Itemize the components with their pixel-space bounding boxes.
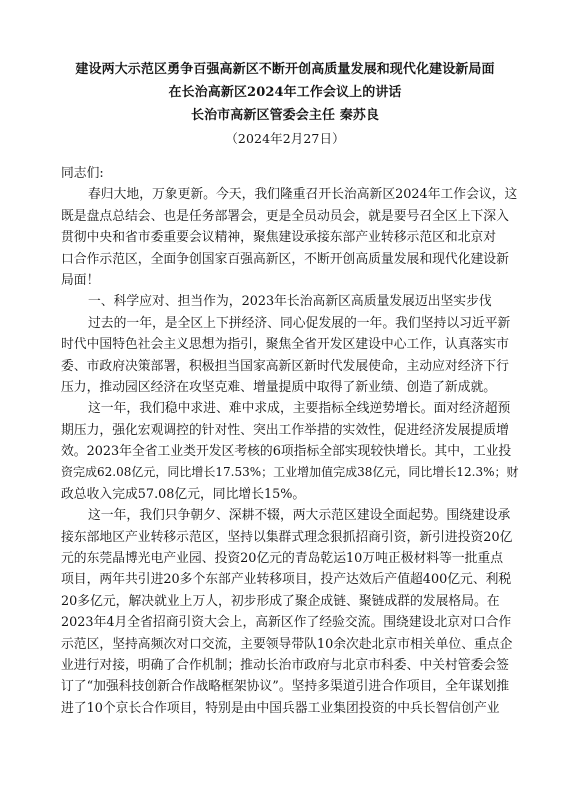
body-line: 春归大地，万象更新。今天，我们隆重召开长治高新区2024年工作会议，这 <box>88 187 518 203</box>
body-line: 局面！ <box>61 272 100 288</box>
body-line: 时代中国特色社会主义思想为指引，聚焦全省开发区建设中心工作，认真落实市 <box>61 337 509 353</box>
body-line: 元的东莞晶博光电产业园、投资20亿元的青岛乾运10万吨正极材料等一批重点 <box>61 551 504 567</box>
section-heading: 一、科学应对、担当作为，2023年长治高新区高质量发展迈出坚实步伐 <box>88 294 492 310</box>
body-line: 这一年，我们稳中求进、难中求成，主要指标全线逆势增长。面对经济超预 <box>88 401 511 417</box>
body-line: 贯彻中央和省市委重要会议精神，聚焦建设承接东部产业转移示范区和北京对 <box>61 230 497 246</box>
document-title: 建设两大示范区勇争百强高新区不断开创高质量发展和现代化建设新局面 <box>75 62 495 77</box>
body-line: 2023年4月全省招商引资大会上，高新区作了经验交流。围绕建设北京对口合作 <box>61 615 512 631</box>
body-line: 政总收入完成57.08亿元，同比增长15%。 <box>61 486 306 502</box>
body-line: 委、市政府决策部署，积极担当国家高新区新时代发展使命，主动应对经济下行 <box>61 358 509 374</box>
body-line: 效。2023年全省工业类开发区考核的6项指标全部实现较快增长。其中，工业投 <box>61 444 512 460</box>
body-line: 期压力，强化宏观调控的针对性、突出工作举措的实效性，促进经济发展提质增 <box>61 422 509 438</box>
body-line: 进了10个京长合作项目，特别是由中国兵器工业集团投资的中兵长智信创产业 <box>61 700 500 716</box>
body-line: 接东部地区产业转移示范区，坚持以集群式理念狠抓招商引资，新引进投资20亿 <box>61 529 513 545</box>
document-header <box>0 58 570 150</box>
body-line: 业进行对接，明确了合作机制；推动长治市政府与北京市科委、中关村管委会签 <box>61 657 509 673</box>
body-line: 订了“加强科技创新合作战略框架协议”。坚持多渠道引进合作项目，全年谋划推 <box>61 679 510 695</box>
salutation: 同志们: <box>61 166 104 181</box>
body-line: 口合作示范区，全面争创国家百强高新区，不断开创高质量发展和现代化建设新 <box>61 251 509 267</box>
speech-date: （2024年2月27日） <box>225 131 345 146</box>
speaker-line: 长治市高新区管委会主任 秦苏良 <box>190 108 380 123</box>
body-line: 项目，两年共引进20多个东部产业转移项目，投产达效后产值超400亿元、利税 <box>61 572 512 588</box>
body-line: 示范区，坚持高频次对口交流，主要领导带队10余次赴北京市相关单位、重点企 <box>61 636 513 652</box>
body-line: 既是盘点总结会、也是任务部署会，更是全员动员会，就是要号召全区上下深入 <box>61 208 509 224</box>
document-subtitle: 在长治高新区2024年工作会议上的讲话 <box>168 85 402 100</box>
body-line: 20多亿元，解决就业上万人，初步形成了聚企成链、聚链成群的发展格局。在 <box>61 593 500 609</box>
body-line: 这一年，我们只争朝夕、深耕不辍，两大示范区建设全面起势。围绕建设承 <box>88 508 511 524</box>
body-line: 压力，推动园区经济在攻坚克难、增量提质中取得了新业绩、创造了新成就。 <box>61 379 497 395</box>
body-line: 过去的一年，是全区上下拼经济、同心促发展的一年。我们坚持以习近平新 <box>88 315 511 331</box>
speech-body <box>61 163 521 719</box>
body-line: 资完成62.08亿元，同比增长17.53%；工业增加值完成38亿元，同比增长12.3%；财 <box>61 465 519 480</box>
